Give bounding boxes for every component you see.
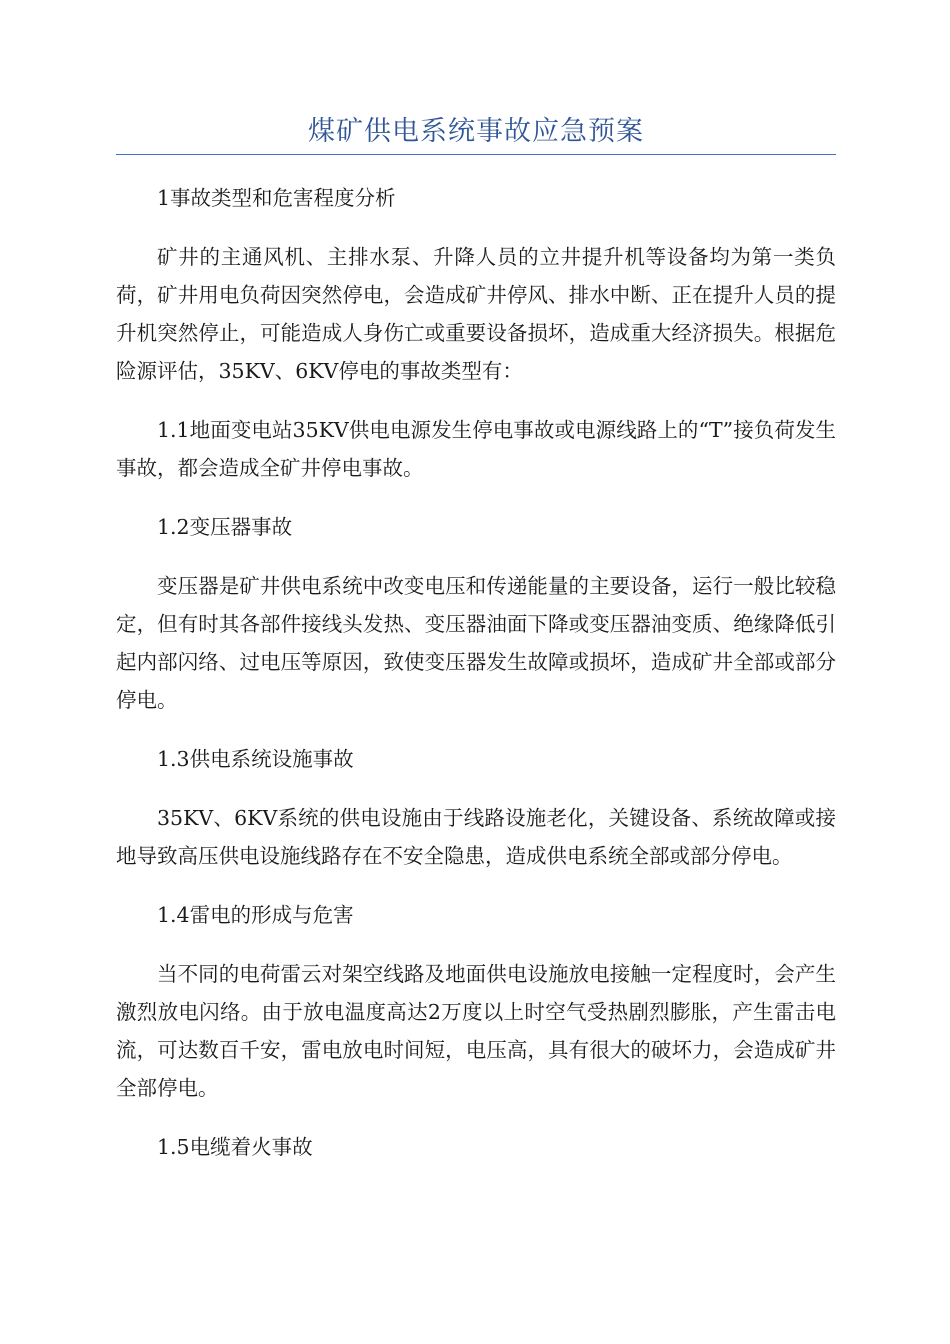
paragraph-load-overview: 矿井的主通风机、主排水泵、升降人员的立井提升机等设备均为第一类负荷，矿井用电负荷因突然停电，会造成矿井停风、排水中断、正在提升人员的提升机突然停止，可能造成人身伤亡或重要设备损坏，造成重大经济损失。根据危险源评估，35KV、6KV停电的事故类型有： bbox=[116, 245, 836, 383]
paragraph-transformer: 变压器是矿井供电系统中改变电压和传递能量的主要设备，运行一般比较稳定，但有时其各部件接线头发热、变压器油面下降或变压器油变质、绝缘降低引起内部闪络、过电压等原因，致使变压器发生故障或损坏，造成矿井全部或部分停电。 bbox=[116, 574, 836, 712]
document-title: 煤矿供电系统事故应急预案 bbox=[116, 112, 836, 155]
section-heading-1-2: 1.2变压器事故 bbox=[157, 515, 293, 539]
paragraph-1-1: 1.1地面变电站35KV供电电源发生停电事故或电源线路上的“T”接负荷发生事故，都会造成全矿井停电事故。 bbox=[116, 418, 836, 480]
section-heading-1: 1事故类型和危害程度分析 bbox=[157, 186, 396, 210]
document-body bbox=[116, 179, 836, 1166]
section-heading-1-5: 1.5电缆着火事故 bbox=[157, 1135, 313, 1159]
document-page bbox=[116, 112, 836, 1187]
section-heading-1-4: 1.4雷电的形成与危害 bbox=[157, 903, 354, 927]
paragraph-facilities: 35KV、6KV系统的供电设施由于线路设施老化，关键设备、系统故障或接地导致高压供电设施线路存在不安全隐患，造成供电系统全部或部分停电。 bbox=[116, 806, 836, 868]
section-heading-1-3: 1.3供电系统设施事故 bbox=[157, 747, 354, 771]
paragraph-lightning: 当不同的电荷雷云对架空线路及地面供电设施放电接触一定程度时，会产生激烈放电闪络。由于放电温度高达2万度以上时空气受热剧烈膨胀，产生雷击电流，可达数百千安，雷电放电时间短，电压高，具有很大的破坏力，会造成矿井全部停电。 bbox=[116, 962, 836, 1100]
